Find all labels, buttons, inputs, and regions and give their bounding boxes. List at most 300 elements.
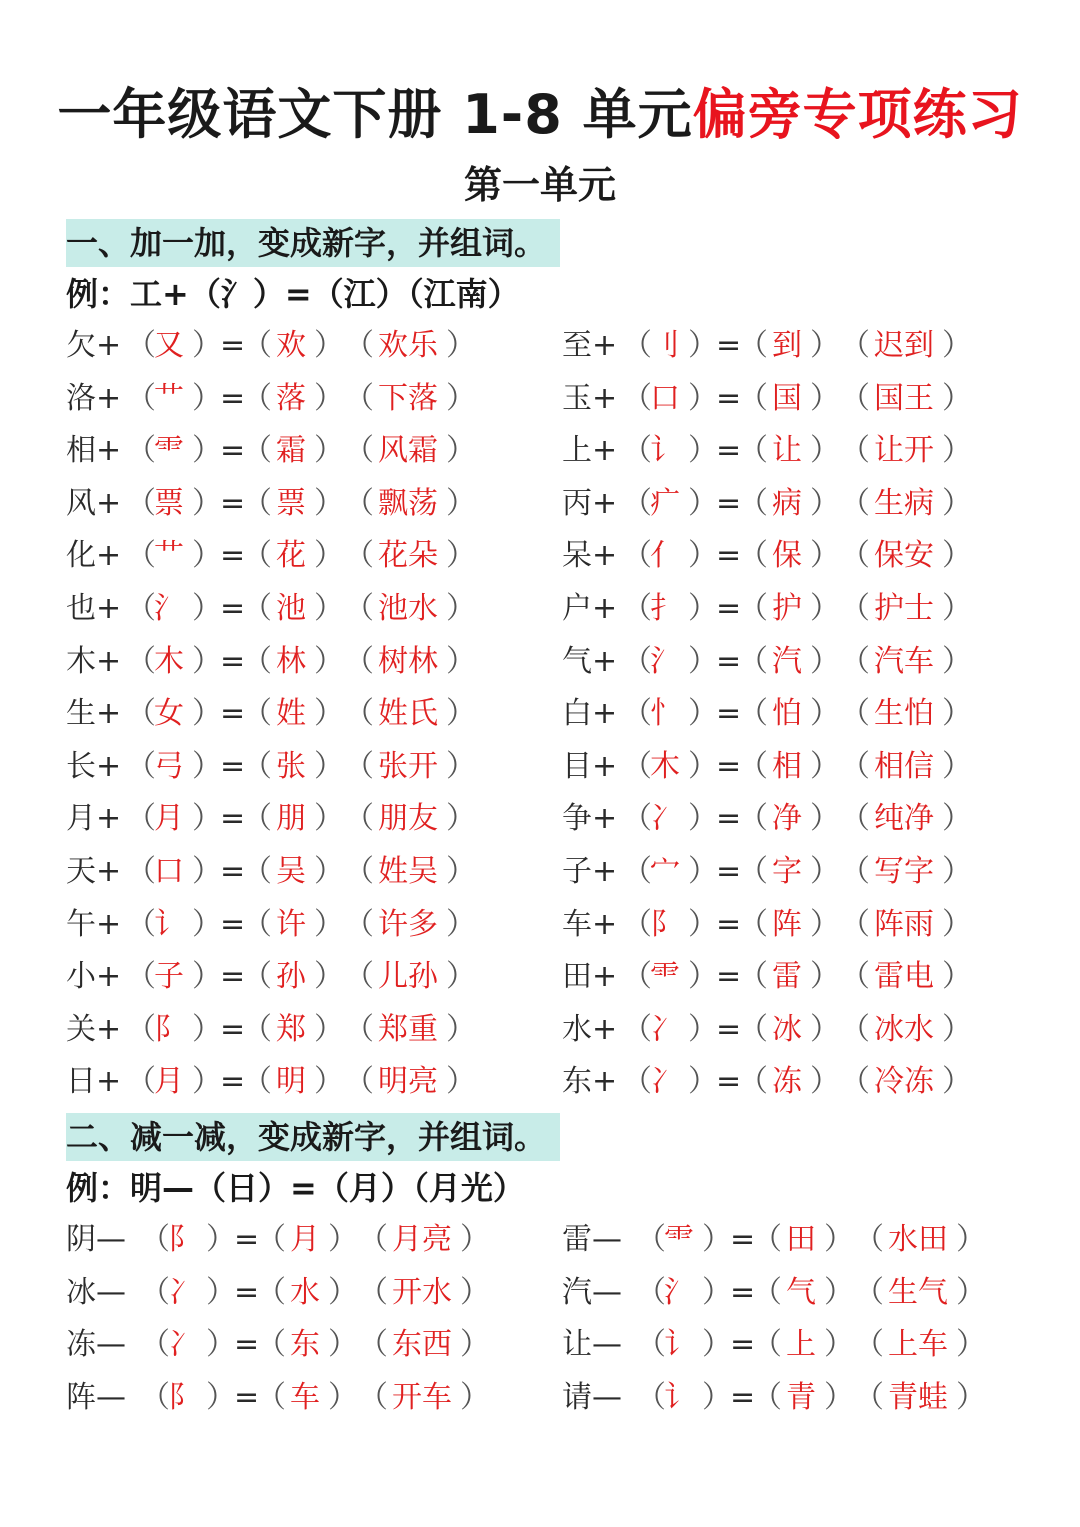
close-paren: ） (314, 801, 344, 837)
answer-word: 纯净 (874, 801, 934, 837)
open-paren: （ (622, 643, 652, 679)
open-paren: （ (840, 591, 870, 626)
close-paren: ） (810, 380, 840, 416)
open-paren: （ (242, 591, 272, 626)
operator: + (96, 906, 122, 942)
close-paren: ） (446, 1064, 476, 1100)
open-paren: （ (636, 1327, 666, 1363)
equals: = (220, 485, 246, 521)
answer-radical: 口 (154, 854, 184, 889)
open-paren: （ (840, 1011, 870, 1047)
base-char: 水 (562, 1011, 592, 1047)
open-paren: （ (344, 328, 374, 363)
close-paren: ） (810, 591, 840, 626)
base-char: 汽 (562, 1274, 592, 1310)
base-char: 欠 (66, 328, 96, 363)
title-main: 一年级语文下册 1-8 单元 (57, 83, 693, 146)
open-paren: （ (126, 591, 156, 626)
answer-radical: 亻 (650, 538, 680, 574)
base-char: 子 (562, 854, 592, 889)
close-paren: ） (942, 1064, 972, 1100)
open-paren: （ (738, 1011, 768, 1047)
close-paren: ） (688, 328, 718, 363)
close-paren: ） (446, 748, 476, 784)
open-paren: （ (344, 1011, 374, 1047)
answer-radical: 子 (154, 959, 184, 995)
answer-word: 生气 (888, 1274, 948, 1310)
base-char: 阴 (66, 1222, 96, 1257)
open-paren: （ (344, 854, 374, 889)
answer-word: 水田 (888, 1222, 948, 1257)
answer-word: 明亮 (378, 1064, 438, 1100)
open-paren: （ (344, 696, 374, 732)
close-paren: ） (446, 485, 476, 521)
answer-word: 护士 (874, 591, 934, 626)
base-char: 气 (562, 643, 592, 679)
close-paren: ） (688, 959, 718, 995)
open-paren: （ (636, 1274, 666, 1310)
operator: + (592, 380, 618, 416)
base-char: 至 (562, 328, 592, 363)
close-paren: ） (688, 906, 718, 942)
open-paren: （ (840, 538, 870, 574)
open-paren: （ (256, 1274, 286, 1310)
base-char: 小 (66, 959, 96, 995)
equals: = (220, 696, 246, 732)
base-char: 冻 (66, 1327, 96, 1363)
equals: = (220, 380, 246, 416)
equals: = (220, 959, 246, 995)
answer-radical: ⻗ (664, 1222, 694, 1257)
close-paren: ） (206, 1274, 236, 1310)
open-paren: （ (242, 1064, 272, 1100)
open-paren: （ (622, 801, 652, 837)
close-paren: ） (824, 1274, 854, 1310)
close-paren: ） (810, 959, 840, 995)
answer-word: 姓吴 (378, 854, 438, 889)
operator: + (592, 854, 618, 889)
open-paren: （ (242, 748, 272, 784)
equals: = (220, 433, 246, 469)
close-paren: ） (192, 380, 222, 416)
close-paren: ） (460, 1327, 490, 1363)
close-paren: ） (192, 959, 222, 995)
operator: + (96, 538, 122, 574)
operator: — (96, 1274, 126, 1310)
close-paren: ） (942, 854, 972, 889)
section-1-example: 例：工+（氵）=（江）（江南） (66, 275, 520, 313)
open-paren: （ (344, 643, 374, 679)
answer-word: 迟到 (874, 328, 934, 363)
close-paren: ） (810, 485, 840, 521)
base-char: 相 (66, 433, 96, 469)
open-paren: （ (738, 748, 768, 784)
open-paren: （ (622, 696, 652, 732)
answer-radical: 阝 (168, 1379, 198, 1415)
answer-word: 欢乐 (378, 328, 438, 363)
open-paren: （ (840, 1064, 870, 1100)
answer-char: 明 (276, 1064, 306, 1100)
open-paren: （ (344, 380, 374, 416)
close-paren: ） (942, 328, 972, 363)
answer-char: 冻 (772, 1064, 802, 1100)
equals: = (716, 380, 742, 416)
answer-char: 冰 (772, 1011, 802, 1047)
base-char: 争 (562, 801, 592, 837)
operator: + (96, 854, 122, 889)
base-char: 车 (562, 906, 592, 942)
open-paren: （ (344, 1064, 374, 1100)
open-paren: （ (126, 1064, 156, 1100)
operator: + (96, 696, 122, 732)
answer-char: 朋 (276, 801, 306, 837)
close-paren: ） (956, 1274, 986, 1310)
answer-char: 花 (276, 538, 306, 574)
open-paren: （ (126, 854, 156, 889)
close-paren: ） (824, 1379, 854, 1415)
equals: = (716, 906, 742, 942)
open-paren: （ (738, 854, 768, 889)
base-char: 午 (66, 906, 96, 942)
answer-char: 雷 (772, 959, 802, 995)
answer-word: 汽车 (874, 643, 934, 679)
open-paren: （ (840, 643, 870, 679)
open-paren: （ (854, 1379, 884, 1415)
close-paren: ） (314, 1064, 344, 1100)
answer-char: 怕 (772, 696, 802, 732)
close-paren: ） (942, 748, 972, 784)
equals: = (220, 591, 246, 626)
open-paren: （ (738, 538, 768, 574)
open-paren: （ (344, 748, 374, 784)
operator: + (96, 643, 122, 679)
open-paren: （ (242, 1011, 272, 1047)
open-paren: （ (622, 380, 652, 416)
open-paren: （ (256, 1379, 286, 1415)
answer-word: 姓氏 (378, 696, 438, 732)
answer-radical: 冫 (168, 1274, 198, 1310)
answer-word: 池水 (378, 591, 438, 626)
close-paren: ） (956, 1379, 986, 1415)
open-paren: （ (242, 380, 272, 416)
equals: = (234, 1379, 260, 1415)
answer-word: 青蛙 (888, 1379, 948, 1415)
answer-radical: 冫 (168, 1327, 198, 1363)
operator: + (592, 801, 618, 837)
open-paren: （ (622, 854, 652, 889)
open-paren: （ (126, 1011, 156, 1047)
open-paren: （ (140, 1274, 170, 1310)
close-paren: ） (314, 538, 344, 574)
close-paren: ） (702, 1327, 732, 1363)
answer-char: 水 (290, 1274, 320, 1310)
close-paren: ） (328, 1274, 358, 1310)
equals: = (220, 801, 246, 837)
operator: + (96, 328, 122, 363)
close-paren: ） (810, 748, 840, 784)
close-paren: ） (942, 643, 972, 679)
close-paren: ） (702, 1379, 732, 1415)
answer-char: 票 (276, 485, 306, 521)
base-char: 风 (66, 485, 96, 521)
close-paren: ） (314, 1011, 344, 1047)
equals: = (716, 538, 742, 574)
answer-radical: 月 (154, 1064, 184, 1100)
base-char: 呆 (562, 538, 592, 574)
close-paren: ） (192, 433, 222, 469)
base-char: 阵 (66, 1379, 96, 1415)
equals: = (220, 748, 246, 784)
close-paren: ） (942, 485, 972, 521)
close-paren: ） (688, 801, 718, 837)
answer-radical: 口 (650, 380, 680, 416)
close-paren: ） (810, 1064, 840, 1100)
equals: = (220, 854, 246, 889)
open-paren: （ (242, 906, 272, 942)
close-paren: ） (688, 380, 718, 416)
open-paren: （ (344, 591, 374, 626)
answer-radical: ⻗ (154, 433, 184, 469)
open-paren: （ (738, 801, 768, 837)
close-paren: ） (446, 854, 476, 889)
close-paren: ） (206, 1327, 236, 1363)
close-paren: ） (824, 1327, 854, 1363)
open-paren: （ (126, 696, 156, 732)
open-paren: （ (126, 380, 156, 416)
answer-radical: 阝 (168, 1222, 198, 1257)
open-paren: （ (622, 1011, 652, 1047)
operator: + (592, 433, 618, 469)
operator: + (96, 748, 122, 784)
answer-char: 许 (276, 906, 306, 942)
answer-word: 郑重 (378, 1011, 438, 1047)
open-paren: （ (622, 959, 652, 995)
open-paren: （ (344, 538, 374, 574)
answer-radical: 票 (154, 485, 184, 521)
close-paren: ） (688, 485, 718, 521)
base-char: 目 (562, 748, 592, 784)
answer-char: 阵 (772, 906, 802, 942)
base-char: 白 (562, 696, 592, 732)
close-paren: ） (702, 1274, 732, 1310)
answer-word: 下落 (378, 380, 438, 416)
close-paren: ） (956, 1327, 986, 1363)
equals: = (730, 1379, 756, 1415)
operator: — (592, 1379, 622, 1415)
answer-char: 落 (276, 380, 306, 416)
open-paren: （ (840, 959, 870, 995)
close-paren: ） (942, 380, 972, 416)
answer-word: 许多 (378, 906, 438, 942)
answer-char: 池 (276, 591, 306, 626)
operator: + (96, 485, 122, 521)
open-paren: （ (854, 1222, 884, 1257)
open-paren: （ (126, 906, 156, 942)
operator: + (592, 591, 618, 626)
open-paren: （ (738, 696, 768, 732)
close-paren: ） (192, 696, 222, 732)
open-paren: （ (840, 328, 870, 363)
operator: + (592, 906, 618, 942)
close-paren: ） (328, 1379, 358, 1415)
close-paren: ） (314, 906, 344, 942)
close-paren: ） (810, 696, 840, 732)
open-paren: （ (140, 1327, 170, 1363)
close-paren: ） (314, 643, 344, 679)
close-paren: ） (446, 959, 476, 995)
answer-radical: 氵 (154, 591, 184, 626)
close-paren: ） (446, 433, 476, 469)
operator: — (96, 1379, 126, 1415)
answer-word: 开水 (392, 1274, 452, 1310)
open-paren: （ (622, 538, 652, 574)
close-paren: ） (688, 643, 718, 679)
close-paren: ） (192, 1064, 222, 1100)
answer-char: 田 (786, 1222, 816, 1257)
close-paren: ） (688, 696, 718, 732)
open-paren: （ (738, 328, 768, 363)
open-paren: （ (738, 591, 768, 626)
open-paren: （ (636, 1222, 666, 1257)
open-paren: （ (840, 380, 870, 416)
section-1-heading: 一、加一加，变成新字，并组词。 (66, 219, 560, 267)
equals: = (716, 328, 742, 363)
open-paren: （ (738, 380, 768, 416)
close-paren: ） (824, 1222, 854, 1257)
close-paren: ） (460, 1379, 490, 1415)
answer-radical: 艹 (154, 538, 184, 574)
answer-char: 东 (290, 1327, 320, 1363)
equals: = (730, 1327, 756, 1363)
close-paren: ） (328, 1327, 358, 1363)
close-paren: ） (314, 854, 344, 889)
section-2-heading: 二、减一减，变成新字，并组词。 (66, 1113, 560, 1161)
answer-radical: 月 (154, 801, 184, 837)
close-paren: ） (446, 696, 476, 732)
equals: = (716, 854, 742, 889)
close-paren: ） (192, 801, 222, 837)
close-paren: ） (314, 748, 344, 784)
answer-char: 保 (772, 538, 802, 574)
answer-radical: 冫 (650, 801, 680, 837)
open-paren: （ (344, 485, 374, 521)
answer-char: 护 (772, 591, 802, 626)
open-paren: （ (344, 906, 374, 942)
close-paren: ） (446, 328, 476, 363)
close-paren: ） (314, 328, 344, 363)
close-paren: ） (314, 591, 344, 626)
close-paren: ） (688, 854, 718, 889)
base-char: 也 (66, 591, 96, 626)
open-paren: （ (840, 485, 870, 521)
answer-radical: 艹 (154, 380, 184, 416)
operator: + (592, 959, 618, 995)
answer-char: 郑 (276, 1011, 306, 1047)
open-paren: （ (358, 1327, 388, 1363)
close-paren: ） (810, 433, 840, 469)
close-paren: ） (688, 433, 718, 469)
equals: = (234, 1222, 260, 1257)
base-char: 请 (562, 1379, 592, 1415)
operator: — (592, 1327, 622, 1363)
base-char: 洛 (66, 380, 96, 416)
open-paren: （ (242, 959, 272, 995)
close-paren: ） (688, 1064, 718, 1100)
equals: = (716, 433, 742, 469)
page-title (0, 72, 1080, 149)
base-char: 日 (66, 1064, 96, 1100)
base-char: 让 (562, 1327, 592, 1363)
unit-title: 第一单元 (463, 163, 616, 207)
operator: + (96, 1011, 122, 1047)
close-paren: ） (810, 328, 840, 363)
base-char: 田 (562, 959, 592, 995)
answer-radical: 疒 (650, 485, 680, 521)
equals: = (716, 591, 742, 626)
close-paren: ） (314, 433, 344, 469)
answer-word: 儿孙 (378, 959, 438, 995)
answer-word: 东西 (392, 1327, 452, 1363)
equals: = (234, 1327, 260, 1363)
answer-radical: 讠 (664, 1379, 694, 1415)
open-paren: （ (126, 643, 156, 679)
operator: + (592, 538, 618, 574)
open-paren: （ (344, 801, 374, 837)
answer-char: 车 (290, 1379, 320, 1415)
open-paren: （ (242, 696, 272, 732)
close-paren: ） (942, 433, 972, 469)
equals: = (716, 1064, 742, 1100)
open-paren: （ (242, 854, 272, 889)
open-paren: （ (358, 1379, 388, 1415)
close-paren: ） (446, 1011, 476, 1047)
answer-word: 飘荡 (378, 485, 438, 521)
open-paren: （ (622, 748, 652, 784)
open-paren: （ (242, 643, 272, 679)
equals: = (716, 1011, 742, 1047)
open-paren: （ (752, 1379, 782, 1415)
open-paren: （ (242, 433, 272, 469)
equals: = (220, 1011, 246, 1047)
close-paren: ） (942, 1011, 972, 1047)
base-char: 上 (562, 433, 592, 469)
open-paren: （ (840, 801, 870, 837)
open-paren: （ (840, 906, 870, 942)
equals: = (716, 696, 742, 732)
close-paren: ） (192, 1011, 222, 1047)
open-paren: （ (622, 906, 652, 942)
operator: + (96, 380, 122, 416)
answer-char: 月 (290, 1222, 320, 1257)
close-paren: ） (192, 328, 222, 363)
base-char: 冰 (66, 1274, 96, 1310)
answer-radical: 又 (154, 328, 184, 363)
close-paren: ） (206, 1222, 236, 1257)
answer-char: 青 (786, 1379, 816, 1415)
open-paren: （ (840, 854, 870, 889)
answer-char: 孙 (276, 959, 306, 995)
close-paren: ） (688, 1011, 718, 1047)
equals: = (716, 643, 742, 679)
open-paren: （ (344, 959, 374, 995)
base-char: 月 (66, 801, 96, 837)
base-char: 玉 (562, 380, 592, 416)
answer-word: 保安 (874, 538, 934, 574)
answer-word: 风霜 (378, 433, 438, 469)
base-char: 东 (562, 1064, 592, 1100)
close-paren: ） (192, 906, 222, 942)
answer-word: 张开 (378, 748, 438, 784)
